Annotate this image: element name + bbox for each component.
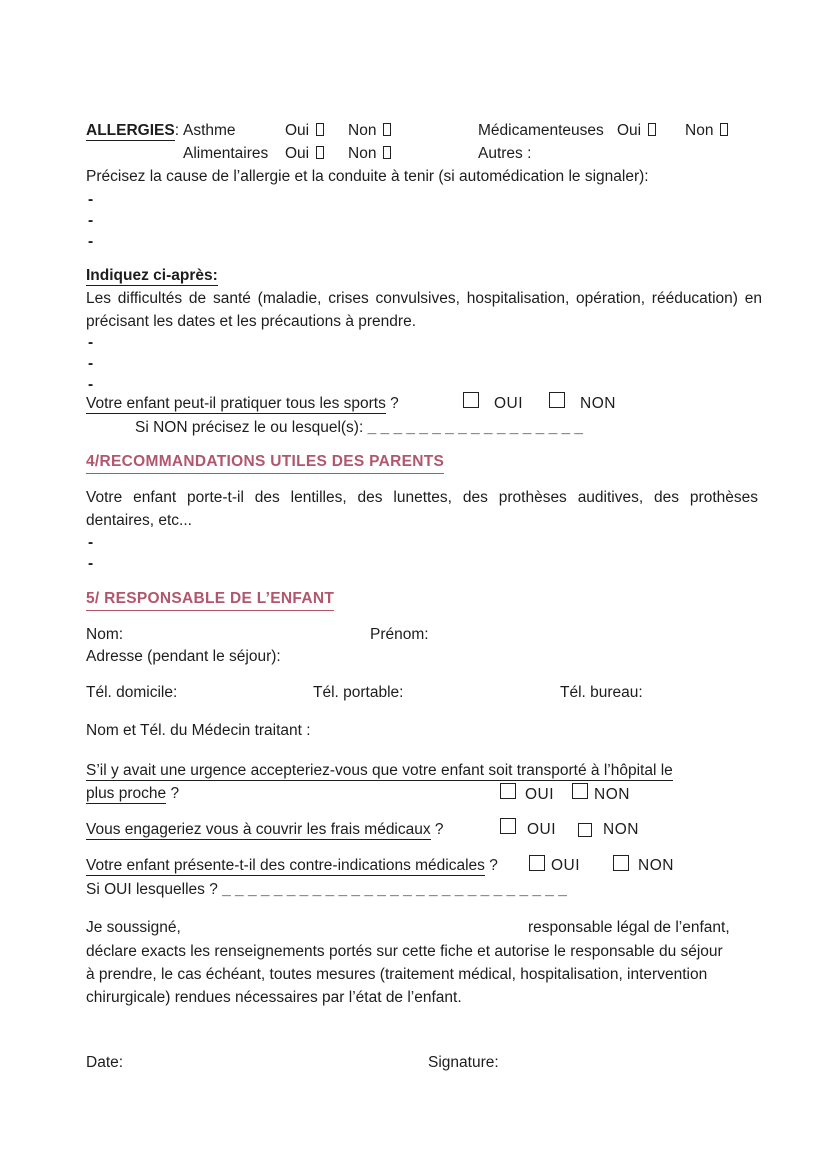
sports-si-non-blank: _ _ _ _ _ _ _ _ _ _ _ _ _ _ _ _ _ — [367, 419, 584, 436]
sante-blank-dash-1: - — [88, 334, 94, 351]
asthme-oui-group — [285, 121, 324, 141]
medecin-traitant-label: Nom et Tél. du Médecin traitant : — [86, 722, 311, 739]
sports-si-non-line — [135, 418, 583, 438]
alimentaires-oui-checkbox[interactable] — [316, 146, 324, 159]
contre-indications-question — [86, 856, 498, 876]
allergies-colon: : — [174, 122, 180, 139]
recommandations-blank-dash-2: - — [88, 555, 94, 572]
frais-oui-label: OUI — [527, 821, 557, 838]
urgence-non-checkbox[interactable] — [572, 783, 588, 799]
asthme-label: Asthme — [183, 122, 236, 139]
protheses-paragraph: Votre enfant porte-t-il des lentilles, des lunettes, des prothèses auditives, des prothèses dentaires, etc... — [86, 489, 758, 529]
urgence-oui-checkbox[interactable] — [500, 783, 516, 799]
frais-non-label: NON — [603, 821, 639, 838]
sports-non-label: NON — [580, 395, 616, 412]
indiquez-heading-text: Indiquez ci-après: — [86, 267, 218, 284]
allergies-label — [86, 121, 179, 141]
medicamenteuses-non-group — [685, 121, 728, 141]
asthme-oui-label: Oui — [285, 122, 310, 139]
medicamenteuses-oui-checkbox[interactable] — [648, 123, 656, 136]
medicamenteuses-label: Médicamenteuses — [478, 122, 604, 139]
tel-bureau-label: Tél. bureau: — [560, 684, 643, 701]
recommandations-blank-dash-1: - — [88, 534, 94, 551]
urgence-oui-label: OUI — [525, 786, 555, 803]
asthme-non-label: Non — [348, 122, 377, 139]
contre-indications-oui-checkbox[interactable] — [529, 855, 545, 871]
prenom-label: Prénom: — [370, 626, 429, 643]
asthme-non-checkbox[interactable] — [383, 123, 391, 136]
si-oui-line — [86, 880, 567, 900]
tel-domicile-label: Tél. domicile: — [86, 684, 178, 701]
autres-label: Autres : — [478, 145, 532, 162]
nom-label: Nom: — [86, 626, 124, 643]
date-label: Date: — [86, 1054, 124, 1071]
si-oui-blank: _ _ _ _ _ _ _ _ _ _ _ _ _ _ _ _ _ _ _ _ _ _ _ _ _ _ _ — [222, 881, 567, 898]
section-5-heading: 5/ RESPONSABLE DE L’ENFANT — [86, 589, 334, 611]
medicamenteuses-non-label: Non — [685, 122, 714, 139]
sports-oui-checkbox[interactable] — [463, 392, 479, 408]
difficultes-sante-paragraph: Les difficultés de santé (maladie, crises convulsives, hospitalisation, opération, rééducation) en précisant les dates et les précautions à prendre. — [86, 290, 762, 330]
sports-question — [86, 394, 399, 414]
medicamenteuses-oui-label: Oui — [617, 122, 642, 139]
medicamenteuses-oui-group — [617, 121, 656, 141]
adresse-label: Adresse (pendant le séjour): — [86, 648, 281, 665]
contre-indications-non-checkbox[interactable] — [613, 855, 629, 871]
sante-blank-dash-3: - — [88, 376, 94, 393]
urgence-question-line2-text: plus proche — [86, 785, 167, 802]
asthme-non-group — [348, 121, 391, 141]
urgence-question-mark: ? — [166, 785, 180, 802]
declaration-paragraph: déclare exacts les renseignements portés sur cette fiche et autorise le responsable du séjour à prendre, le cas échéant, toutes mesures (traitement médical, hospitalisation, intervention chirurgicale) rendues nécessaires par l’état de l’enfant. — [86, 943, 723, 1006]
sports-non-checkbox[interactable] — [549, 392, 565, 408]
frais-question-text: Vous engageriez vous à couvrir les frais médicaux — [86, 821, 431, 838]
alimentaires-non-checkbox[interactable] — [383, 146, 391, 159]
alimentaires-label: Alimentaires — [183, 145, 269, 162]
signature-label: Signature: — [428, 1054, 499, 1071]
contre-indications-question-text: Votre enfant présente-t-il des contre-indications médicales — [86, 857, 485, 874]
sports-question-mark: ? — [385, 395, 399, 412]
frais-question — [86, 820, 444, 840]
urgence-non-label: NON — [594, 786, 630, 803]
alimentaires-non-label: Non — [348, 145, 377, 162]
alimentaires-oui-group — [285, 144, 324, 164]
contre-indications-oui-label: OUI — [551, 857, 581, 874]
contre-indications-non-label: NON — [638, 857, 674, 874]
allergies-label-text: ALLERGIES — [86, 122, 175, 139]
sports-si-non-label: Si NON précisez le ou lesquel(s): — [135, 419, 364, 436]
responsable-legal-label: responsable légal de l’enfant, — [528, 919, 730, 936]
allergy-blank-dash-3: - — [88, 233, 94, 250]
alimentaires-oui-label: Oui — [285, 145, 310, 162]
sports-question-text: Votre enfant peut-il pratiquer tous les sports — [86, 395, 386, 412]
asthme-oui-checkbox[interactable] — [316, 123, 324, 136]
indiquez-heading — [86, 266, 218, 286]
medicamenteuses-non-checkbox[interactable] — [720, 123, 728, 136]
frais-question-mark: ? — [430, 821, 444, 838]
urgence-question-line1 — [86, 761, 673, 781]
frais-non-checkbox[interactable] — [578, 823, 592, 837]
precisez-cause-label: Précisez la cause de l’allergie et la conduite à tenir (si automédication le signaler): — [86, 168, 649, 185]
urgence-question-line1-text: S’il y avait une urgence accepteriez-vous que votre enfant soit transporté à l’hôpital le — [86, 762, 673, 779]
section-4-heading: 4/RECOMMANDATIONS UTILES DES PARENTS — [86, 452, 444, 474]
tel-portable-label: Tél. portable: — [313, 684, 404, 701]
sports-oui-label: OUI — [494, 395, 524, 412]
frais-oui-checkbox[interactable] — [500, 818, 516, 834]
contre-indications-question-mark: ? — [484, 857, 498, 874]
alimentaires-non-group — [348, 144, 391, 164]
urgence-question-line2 — [86, 784, 179, 804]
allergy-blank-dash-2: - — [88, 212, 94, 229]
si-oui-label: Si OUI lesquelles ? — [86, 881, 218, 898]
sante-blank-dash-2: - — [88, 355, 94, 372]
je-soussigne-label: Je soussigné, — [86, 919, 181, 936]
allergy-blank-dash-1: - — [88, 191, 94, 208]
